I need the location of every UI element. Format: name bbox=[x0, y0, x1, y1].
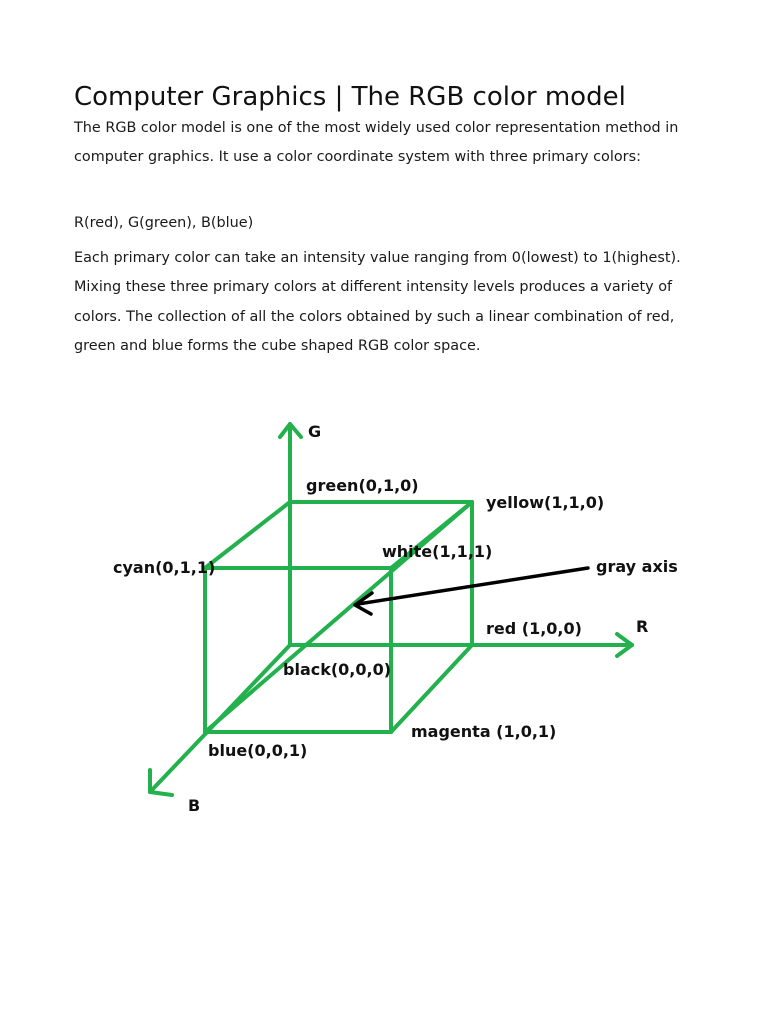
page-title: Computer Graphics | The RGB color model bbox=[74, 82, 626, 112]
rgb-cube-diagram bbox=[0, 400, 768, 830]
label-red: red (1,0,0) bbox=[486, 619, 582, 638]
edge-red-magenta bbox=[391, 645, 472, 732]
label-blue: blue(0,0,1) bbox=[208, 741, 308, 760]
primary-colors-line: R(red), G(green), B(blue) bbox=[74, 215, 254, 231]
edge-green-cyan bbox=[205, 502, 290, 568]
label-yellow: yellow(1,1,0) bbox=[486, 493, 605, 512]
label-black: black(0,0,0) bbox=[283, 660, 392, 679]
label-axis-r: R bbox=[636, 617, 649, 636]
label-white: white(1,1,1) bbox=[382, 542, 493, 561]
label-axis-g: G bbox=[308, 422, 322, 441]
label-gray-axis: gray axis bbox=[596, 557, 678, 576]
intro-paragraph: The RGB color model is one of the most widely used color representation method in computer graphics. It use a color coordinate system with three primary colors: bbox=[74, 120, 679, 166]
label-green: green(0,1,0) bbox=[306, 476, 419, 495]
label-axis-b: B bbox=[188, 796, 201, 815]
label-magenta: magenta (1,0,1) bbox=[411, 722, 557, 741]
intensity-paragraph: Each primary color can take an intensity value ranging from 0(lowest) to 1(highest). Mixing these three primary colors at different intensity levels produces a variety of colors. The collection of all the colors obtained by such a linear combination of red, green and blue forms the cube shaped RGB color space. bbox=[74, 250, 681, 355]
label-cyan: cyan(0,1,1) bbox=[113, 558, 216, 577]
